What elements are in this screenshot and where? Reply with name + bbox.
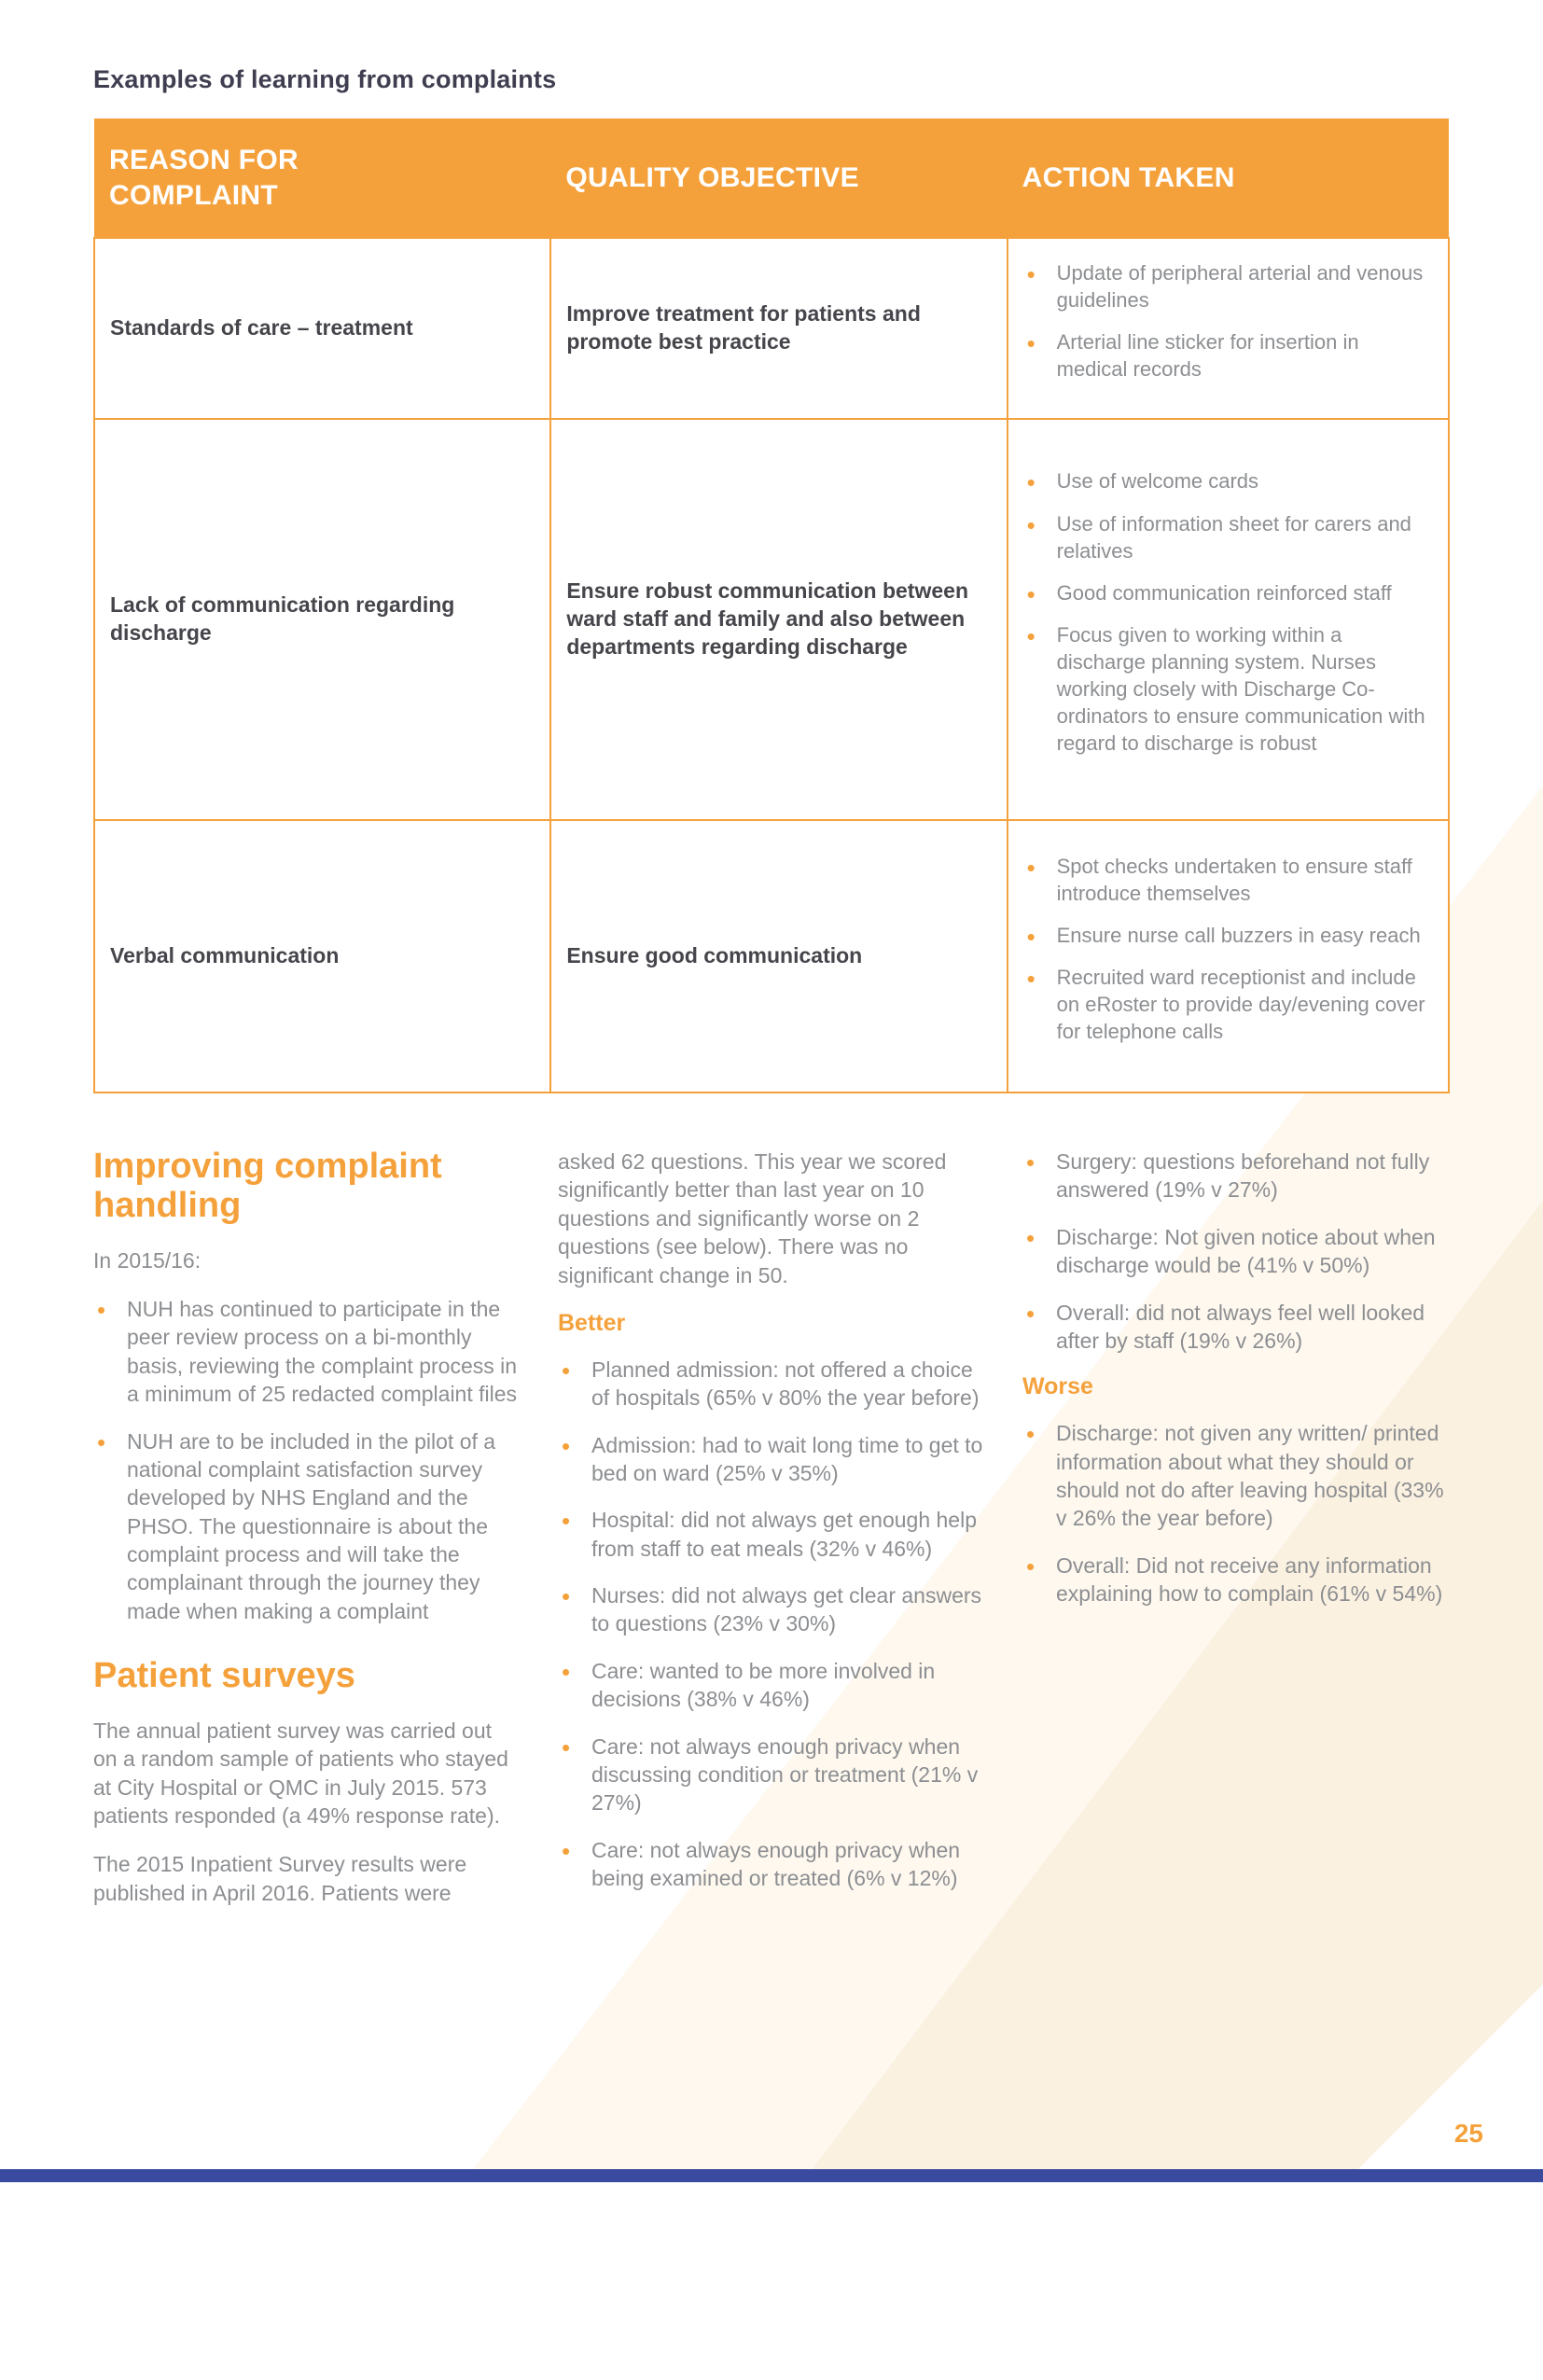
column-header-objective-label: QUALITY OBJECTIVE [565, 161, 859, 193]
bullet-item: • Planned admission: not offered a choice of hospitals (65% v 80% the year before) [558, 1356, 985, 1413]
column-right [1022, 1148, 1450, 1928]
column-middle [558, 1148, 985, 1928]
table-row [94, 238, 1449, 419]
improving-bullet-list [93, 1295, 521, 1625]
action-item: • Use of welcome cards [1023, 467, 1431, 494]
objective-cell: Ensure robust communication between ward staff and family and also between departments regarding discharge [550, 419, 1007, 820]
column-header-reason-label: REASON FOR COMPLAINT [109, 145, 299, 211]
bullet-item: • Care: not always enough privacy when discussing condition or treatment (21% v 27%) [558, 1733, 985, 1817]
bullet-item: • Nurses: did not always get clear answers to questions (23% v 30%) [558, 1581, 985, 1638]
section-heading-patient-surveys: Patient surveys [93, 1656, 355, 1696]
action-item: • Focus given to working within a discharge planning system. Nurses working closely with Discharge Co-ordinators to ensure communication with regard to discharge is robust [1023, 621, 1431, 757]
improving-intro: In 2015/16: [93, 1247, 202, 1273]
surveys-paragraph-1: The annual patient survey was carried out on a random sample of patients who stayed at City Hospital or QMC in July 2015. 573 patients responded (a 49% response rate). [93, 1718, 508, 1828]
column-header-objective [550, 118, 1007, 238]
action-item: • Update of peripheral arterial and venous guidelines [1023, 259, 1431, 313]
objective-cell: Improve treatment for patients and promote best practice [550, 238, 1007, 419]
worse-bullet-list [1022, 1419, 1450, 1608]
actions-list [1023, 467, 1431, 756]
bullet-item: • Discharge: not given any written/ printed information about what they should or should not do after leaving hospital (33% v 26% the year before) [1022, 1419, 1450, 1532]
bullet-item: • Overall: did not always feel well looked after by staff (19% v 26%) [1022, 1299, 1450, 1356]
actions-cell [1008, 820, 1449, 1093]
footer-bar [0, 2169, 1543, 2182]
section-heading-improving-complaint-handling: Improving complaint handling [93, 1147, 442, 1225]
actions-list [1023, 853, 1431, 1045]
bullet-item: • Hospital: did not always get enough help from staff to eat meals (32% v 46%) [558, 1506, 985, 1563]
actions-cell [1008, 419, 1449, 820]
bullet-item: • Discharge: Not given notice about when discharge would be (41% v 50%) [1022, 1223, 1450, 1280]
surveys-paragraph-3: asked 62 questions. This year we scored significantly better than last year on 10 questions and significantly worse on 2 questions (see below). There was no significant change in 50. [558, 1149, 947, 1287]
bullet-item: • Surgery: questions beforehand not fully answered (19% v 27%) [1022, 1148, 1450, 1204]
three-column-section [93, 1148, 1450, 1928]
table-row [94, 820, 1449, 1093]
bullet-item: • Admission: had to wait long time to get to bed on ward (25% v 35%) [558, 1431, 985, 1488]
column-header-action-label: ACTION TAKEN [1022, 161, 1235, 193]
better-subheading: Better [558, 1309, 626, 1336]
bullet-item: • Care: not always enough privacy when being examined or treated (6% v 12%) [558, 1836, 985, 1893]
action-item: • Use of information sheet for carers and relatives [1023, 510, 1431, 564]
action-item: • Good communication reinforced staff [1023, 579, 1431, 606]
reason-cell: Verbal communication [94, 820, 550, 1093]
table-row [94, 419, 1449, 820]
surveys-paragraph-2: The 2015 Inpatient Survey results were published in April 2016. Patients were [93, 1852, 467, 1905]
learning-from-complaints-table [93, 118, 1450, 1093]
page-number: 25 [1453, 2119, 1483, 2148]
table-header-row [94, 118, 1449, 238]
page-title: Examples of learning from complaints [93, 65, 557, 93]
bullet-item: • NUH has continued to participate in the peer review process on a bi-monthly basis, reviewing the complaint process in a minimum of 25 redacted complaint files [93, 1295, 521, 1408]
actions-cell [1008, 238, 1449, 419]
actions-list [1023, 259, 1431, 383]
action-item: • Spot checks undertaken to ensure staff introduce themselves [1023, 853, 1431, 907]
action-item: • Arterial line sticker for insertion in medical records [1023, 328, 1431, 383]
column-header-action [1008, 118, 1449, 238]
reason-cell: Standards of care – treatment [94, 238, 550, 419]
column-left [93, 1148, 521, 1928]
reason-cell: Lack of communication regarding discharge [94, 419, 550, 820]
column-header-reason [94, 118, 550, 238]
better-bullet-list-continued [1022, 1148, 1450, 1355]
bullet-item: • Overall: Did not receive any information explaining how to complain (61% v 54%) [1022, 1552, 1450, 1608]
worse-subheading: Worse [1022, 1373, 1093, 1400]
action-item: • Ensure nurse call buzzers in easy reach [1023, 922, 1431, 949]
better-bullet-list [558, 1356, 985, 1892]
bullet-item: • NUH are to be included in the pilot of a national complaint satisfaction survey developed by NHS England and the PHSO. The questionnaire is about the complaint process and will take the complainant through the journey they made when making a complaint [93, 1427, 521, 1626]
objective-cell: Ensure good communication [550, 820, 1007, 1093]
action-item: • Recruited ward receptionist and include on eRoster to provide day/evening cover for telephone calls [1023, 964, 1431, 1045]
bullet-item: • Care: wanted to be more involved in decisions (38% v 46%) [558, 1657, 985, 1714]
